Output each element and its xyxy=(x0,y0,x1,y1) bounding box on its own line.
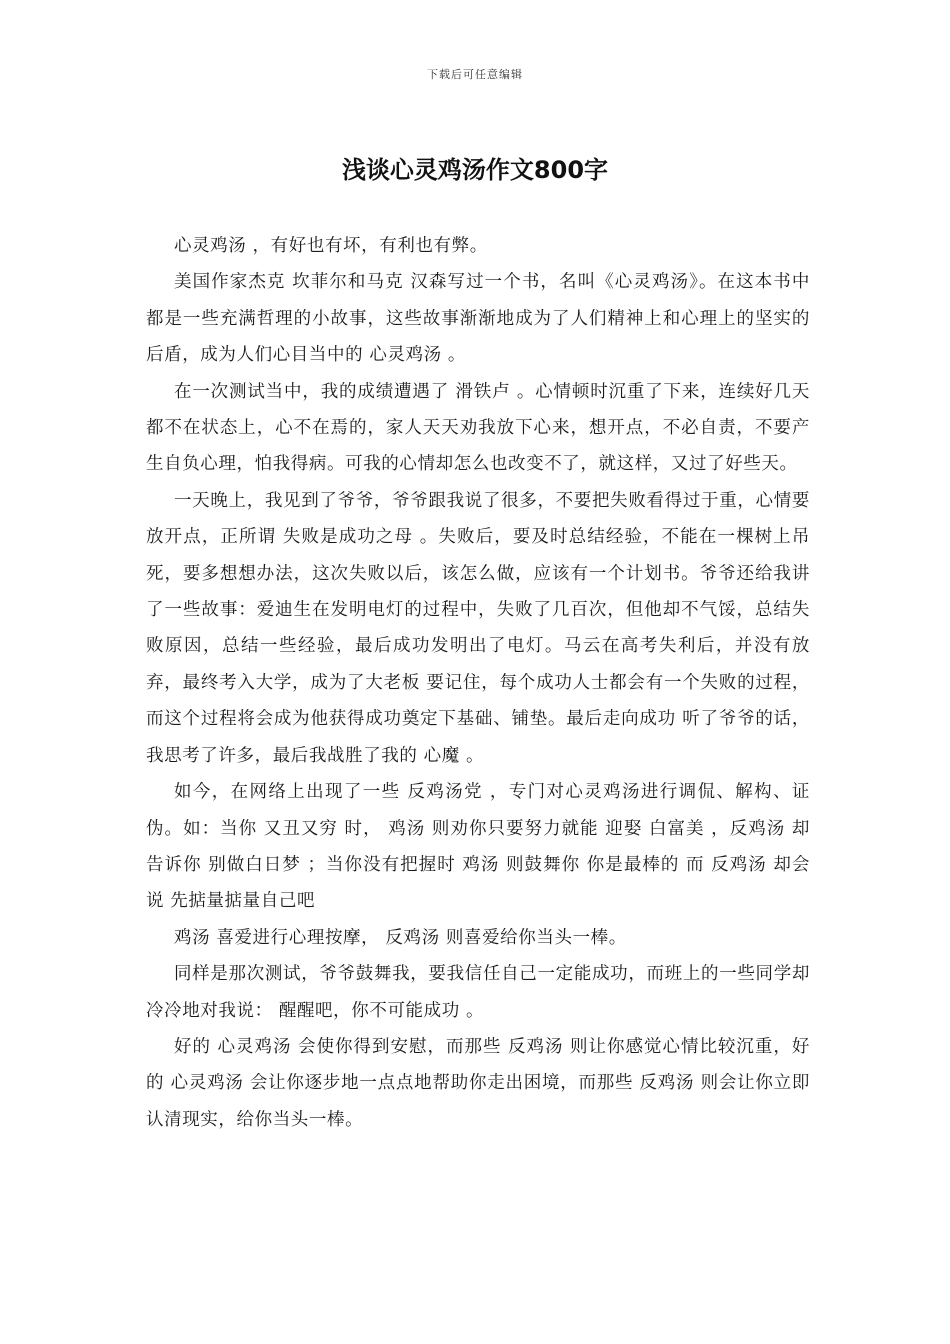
paragraph: 一天晚上，我见到了爷爷，爷爷跟我说了很多，不要把失败看得过于重，心情要放开点，正所谓 失败是成功之母 。失败后，要及时总结经验，不能在一棵树上吊死，要多想想办法，这次失败以后，该怎么做，应该有一个计划书。爷爷还给我讲了一些故事：爱迪生在发明电灯的过程中，失败了几百次，但他却不气馁，总结失败原因，总结一些经验，最后成功发明出了电灯。马云在高考失利后，并没有放弃，最终考入大学，成为了大老板 要记住，每个成功人士都会有一个失败的过程，而这个过程将会成为他获得成功奠定下基础、铺垫。最后走向成功 听了爷爷的话，我思考了许多，最后我战胜了我的 心魔 。 xyxy=(146,490,810,766)
paragraph: 同样是那次测试，爷爷鼓舞我，要我信任自己一定能成功，而班上的一些同学却冷冷地对我说： 醒醒吧，你不可能成功 。 xyxy=(146,964,810,1021)
document-title: 浅谈心灵鸡汤作文800字 xyxy=(341,156,609,184)
header-note: 下载后可任意编辑 xyxy=(427,68,523,81)
paragraph: 在一次测试当中，我的成绩遭遇了 滑铁卢 。心情顿时沉重了下来，连续好几天都不在状态上，心不在焉的，家人天天劝我放下心来，想开点，不必自责，不要产生自负心理，怕我得病。可我的心情却怎么也改变不了，就这样，又过了好些天。 xyxy=(146,381,810,475)
paragraph: 鸡汤 喜爱进行心理按摩， 反鸡汤 则喜爱给你当头一棒。 xyxy=(174,927,627,948)
paragraph: 心灵鸡汤 ，有好也有坏，有利也有弊。 xyxy=(174,236,488,256)
paragraph: 如今，在网络上出现了一些 反鸡汤党 ，专门对心灵鸡汤进行调侃、解构、证伪。如：当你 又丑又穷 时， 鸡汤 则劝你只要努力就能 迎娶 白富美 ，反鸡汤 却告诉你 别做白日梦 ；当你没有把握时 鸡汤 则鼓舞你 你是最棒的 而 反鸡汤 却会说 先掂量掂量自己吧 xyxy=(146,782,810,912)
paragraph: 好的 心灵鸡汤 会使你得到安慰，而那些 反鸡汤 则让你感觉心情比较沉重，好的 心灵鸡汤 会让你逐步地一点点地帮助你走出困境，而那些 反鸡汤 则会让你立即认清现实，给你当头一棒。 xyxy=(146,1036,810,1130)
paragraph: 美国作家杰克 坎菲尔和马克 汉森写过一个书，名叫《心灵鸡汤》。在这本书中都是一些充满哲理的小故事，这些故事渐渐地成为了人们精神上和心理上的坚实的后盾，成为人们心目当中的 心灵鸡汤 。 xyxy=(146,272,810,366)
document-body xyxy=(146,228,810,1138)
